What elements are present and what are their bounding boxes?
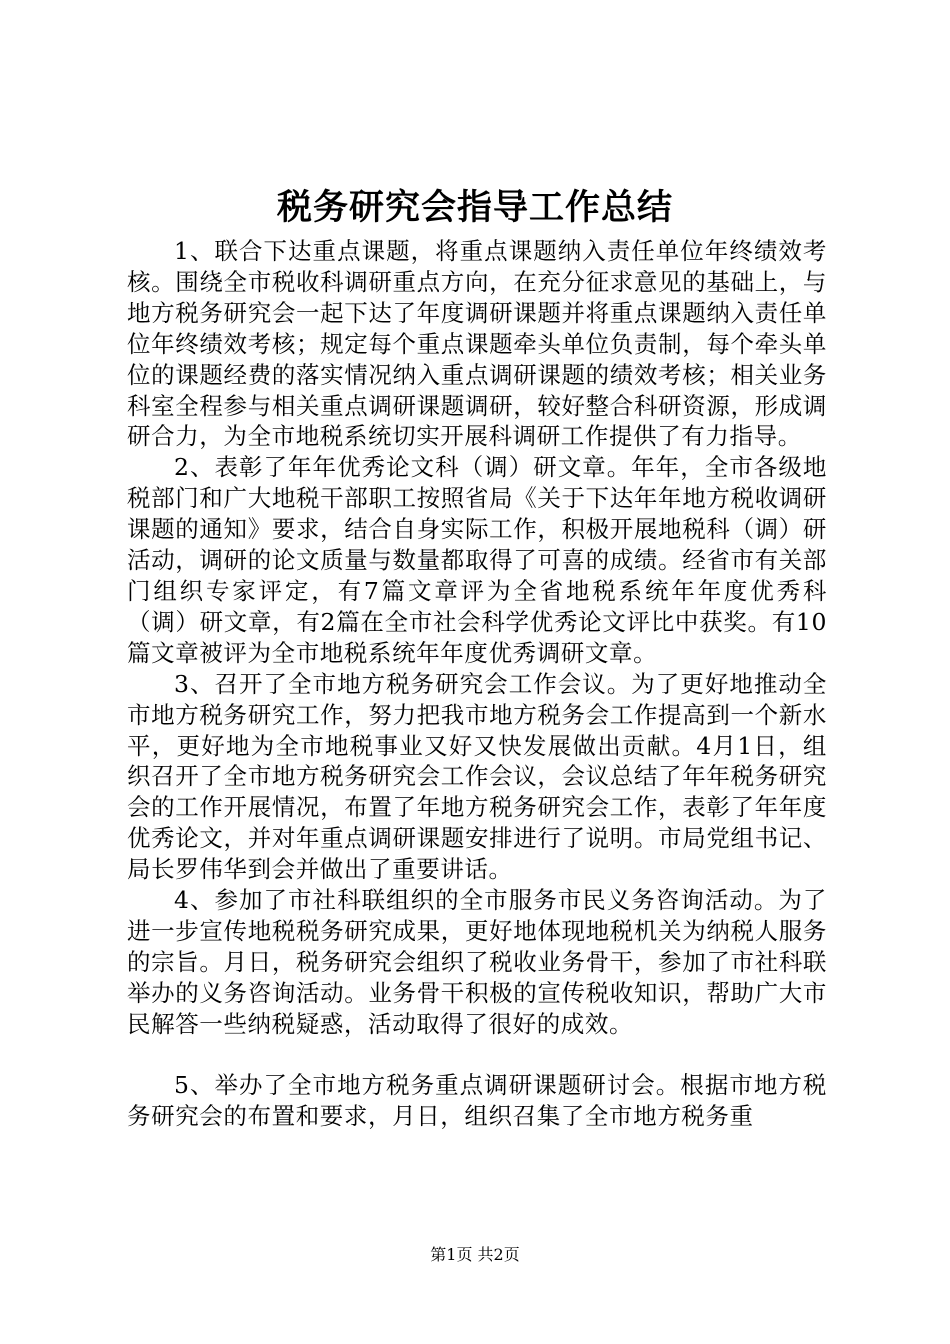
paragraph-3: 3、召开了全市地方税务研究会工作会议。为了更好地推动全市地方税务研究工作，努力把我市地方税务会工作提高到一个新水平，更好地为全市地税事业又好又快发展做出贡献。4月1日，组织召开了全市地方税务研究会工作会议，会议总结了年年税务研究会的工作开展情况，布置了年地方税务研究会工作，表彰了年年度优秀论文，并对年重点调研课题安排进行了说明。市局党组书记、局长罗伟华到会并做出了重要讲话。 (127, 669, 827, 884)
document-title: 税务研究会指导工作总结 (276, 187, 673, 228)
page-number-footer: 第1页 共2页 (430, 1245, 520, 1264)
paragraph-2: 2、表彰了年年优秀论文科（调）研文章。年年，全市各级地税部门和广大地税干部职工按照省局《关于下达年年地方税收调研课题的通知》要求，结合自身实际工作，积极开展地税科（调）研活动，调研的论文质量与数量都取得了可喜的成绩。经省市有关部门组织专家评定，有7篇文章评为全省地税系统年年度优秀科（调）研文章，有2篇在全市社会科学优秀论文评比中获奖。有10篇文章被评为全市地税系统年年度优秀调研文章。 (127, 453, 827, 667)
document-body (127, 236, 827, 1132)
paragraph-5: 5、举办了全市地方税务重点调研课题研讨会。根据市地方税务研究会的布置和要求，月日，组织召集了全市地方税务重 (127, 1071, 827, 1131)
paragraph-4: 4、参加了市社科联组织的全市服务市民义务咨询活动。为了进一步宣传地税税务研究成果，更好地体现地税机关为纳税人服务的宗旨。月日，税务研究会组织了税收业务骨干，参加了市社科联举办的义务咨询活动。业务骨干积极的宣传税收知识，帮助广大市民解答一些纳税疑惑，活动取得了很好的成效。 (127, 886, 827, 1038)
paragraph-1: 1、联合下达重点课题，将重点课题纳入责任单位年终绩效考核。围绕全市税收科调研重点方向，在充分征求意见的基础上，与地方税务研究会一起下达了年度调研课题并将重点课题纳入责任单位年终绩效考核；规定每个重点课题牵头单位负责制，每个牵头单位的课题经费的落实情况纳入重点调研课题的绩效考核；相关业务科室全程参与相关重点调研课题调研，较好整合科研资源，形成调研合力，为全市地税系统切实开展科调研工作提供了有力指导。 (127, 237, 827, 451)
